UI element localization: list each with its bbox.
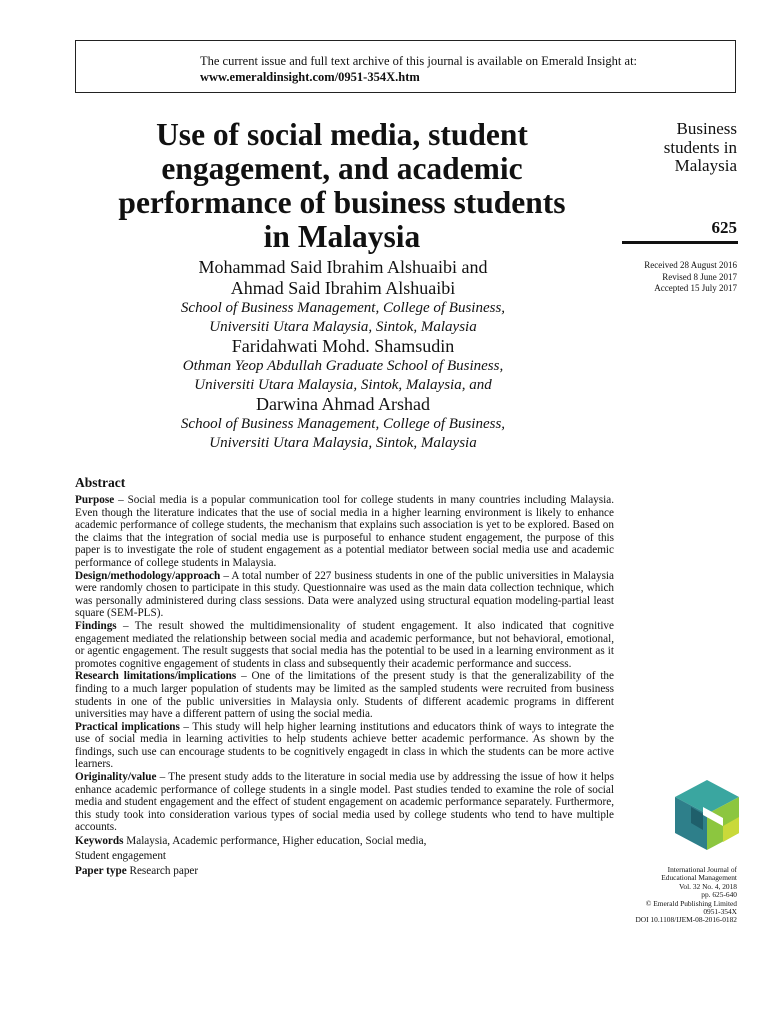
journal-notice-box bbox=[75, 40, 736, 93]
paper-type-value: Research paper bbox=[126, 865, 199, 878]
article-title bbox=[72, 118, 612, 254]
title-line: engagement, and academic bbox=[161, 151, 523, 186]
journal-name-line: Educational Management bbox=[661, 873, 737, 883]
running-title-line: students in bbox=[663, 137, 737, 157]
issn-line: 0951-354X bbox=[703, 907, 737, 917]
journal-info bbox=[620, 866, 737, 925]
paper-type-label: Paper type bbox=[75, 865, 127, 878]
abstract-limitations bbox=[75, 670, 614, 720]
section-text: – The result showed the multidimensionality of student engagement. It also indicated that cognitive engagement mediated the relationship between social media and academic performance, but not behavioral, emotional, or agentic engagement. The result suggests that social media has the potential to be used in a learning environment as it promotes cognitive engagement of students in class and subsequently their academic performance and success. bbox=[75, 619, 614, 670]
abstract-findings bbox=[75, 620, 614, 670]
title-line: Use of social media, student bbox=[156, 117, 528, 152]
revised-date: Revised 8 June 2017 bbox=[662, 271, 737, 282]
abstract-practical bbox=[75, 721, 614, 771]
running-title-line: Business bbox=[676, 119, 737, 138]
volume-line: Vol. 32 No. 4, 2018 bbox=[679, 881, 737, 891]
emerald-logo-icon bbox=[675, 780, 739, 850]
running-title bbox=[620, 120, 737, 176]
section-text: – One of the limitations of the present study is that the generalizability of the finding to a much larger population of students may be limited as the sampled students were recruited from business students in one of the public universities in Malaysia only. Students of different academic programs in different universities may have a different pattern of using the social media. bbox=[75, 670, 614, 721]
section-label: Purpose bbox=[75, 494, 115, 506]
abstract-design bbox=[75, 570, 614, 620]
author-affiliation: Othman Yeop Abdullah Graduate School of Business, bbox=[182, 358, 504, 374]
author-name: Mohammad Said Ibrahim Alshuaibi and bbox=[198, 257, 488, 277]
journal-notice-text: The current issue and full text archive of this journal is available on Emerald Insight at: bbox=[200, 54, 638, 68]
journal-name-line: International Journal of bbox=[667, 865, 737, 874]
author-affiliation: Universiti Utara Malaysia, Sintok, Malaysia bbox=[209, 318, 477, 335]
section-text: – Social media is a popular communication tool for college students in many countries including Malaysia. Even though the literature indicates that the use of social media in a higher learning environment is likely to enhance academic performance of college students, the mechanism that explains such association is yet to be explored. Based on the claims that the integration of social media use is purposeful to enhance student engagement, the purpose of this paper is to investigate the role of student engagement as a potential mediator between social media use and academic performance of college students in Malaysia. bbox=[75, 494, 614, 569]
author-affiliation: Universiti Utara Malaysia, Sintok, Malaysia bbox=[209, 434, 477, 451]
section-label: Originality/value bbox=[75, 771, 157, 784]
title-line: performance of business students bbox=[118, 185, 566, 220]
section-label: Findings bbox=[75, 619, 117, 632]
author-name: Ahmad Said Ibrahim Alshuaibi bbox=[230, 278, 456, 298]
paper-type bbox=[75, 864, 614, 879]
abstract-section bbox=[75, 475, 614, 879]
keywords-text: Malaysia, Academic performance, Higher education, Social media, bbox=[123, 835, 427, 848]
doi-line[interactable]: DOI 10.1108/IJEM-08-2016-0182 bbox=[635, 915, 737, 925]
section-text: – A total number of 227 business students in one of the public universities in Malaysia were randomly chosen to participate in this study. Questionnaire was used as the main data collection technique, which was personally administered during class sessions. Data were analyzed using structural equation modeling-partial least square (SEM-PLS). bbox=[75, 569, 614, 620]
section-text: – This study will help higher learning institutions and educators think of ways to integrate the use of social media in learning activities to help students achieve better academic performance. As shown by the findings, such use can encourage students to be cognitively engagedt in class in which the students can be more active learners. bbox=[75, 720, 614, 771]
section-label: Practical implications bbox=[75, 720, 180, 733]
submission-dates bbox=[600, 260, 737, 295]
abstract-heading: Abstract bbox=[75, 475, 126, 490]
keywords-continued: Student engagement bbox=[75, 850, 167, 863]
keywords bbox=[75, 834, 614, 849]
page-number: 625 bbox=[711, 218, 737, 237]
pages-line: pp. 625-640 bbox=[701, 890, 737, 900]
author-affiliation: School of Business Management, College of Business, bbox=[180, 300, 506, 316]
section-label: Design/methodology/approach bbox=[75, 569, 221, 582]
author-affiliation: School of Business Management, College of Business, bbox=[180, 416, 506, 432]
title-line: in Malaysia bbox=[263, 219, 421, 254]
author-affiliation: Universiti Utara Malaysia, Sintok, Malaysia, and bbox=[194, 376, 492, 393]
keywords-label: Keywords bbox=[75, 835, 124, 848]
author-name: Faridahwati Mohd. Shamsudin bbox=[231, 336, 455, 356]
section-label: Research limitations/implications bbox=[75, 670, 237, 683]
abstract-originality bbox=[75, 771, 614, 834]
page-number-rule bbox=[622, 241, 738, 244]
copyright-line: © Emerald Publishing Limited bbox=[645, 898, 737, 908]
section-text: – The present study adds to the literature in social media use by addressing the issue of how it helps enhance academic performance of college students in a single model. Past studies tended to examine the role of social media and student engagement and the effect of student engagement on academic performance separately. Furthermore, this study took into consideration various types of social media used by college students who tend to have multiple accounts. bbox=[75, 771, 614, 834]
authors-block bbox=[100, 257, 586, 452]
received-date: Received 28 August 2016 bbox=[644, 260, 737, 270]
abstract-purpose bbox=[75, 494, 614, 570]
author-name: Darwina Ahmad Arshad bbox=[256, 394, 430, 414]
accepted-date: Accepted 15 July 2017 bbox=[654, 283, 737, 293]
journal-url-link[interactable]: www.emeraldinsight.com/0951-354X.htm bbox=[200, 70, 420, 84]
running-title-line: Malaysia bbox=[674, 156, 737, 175]
